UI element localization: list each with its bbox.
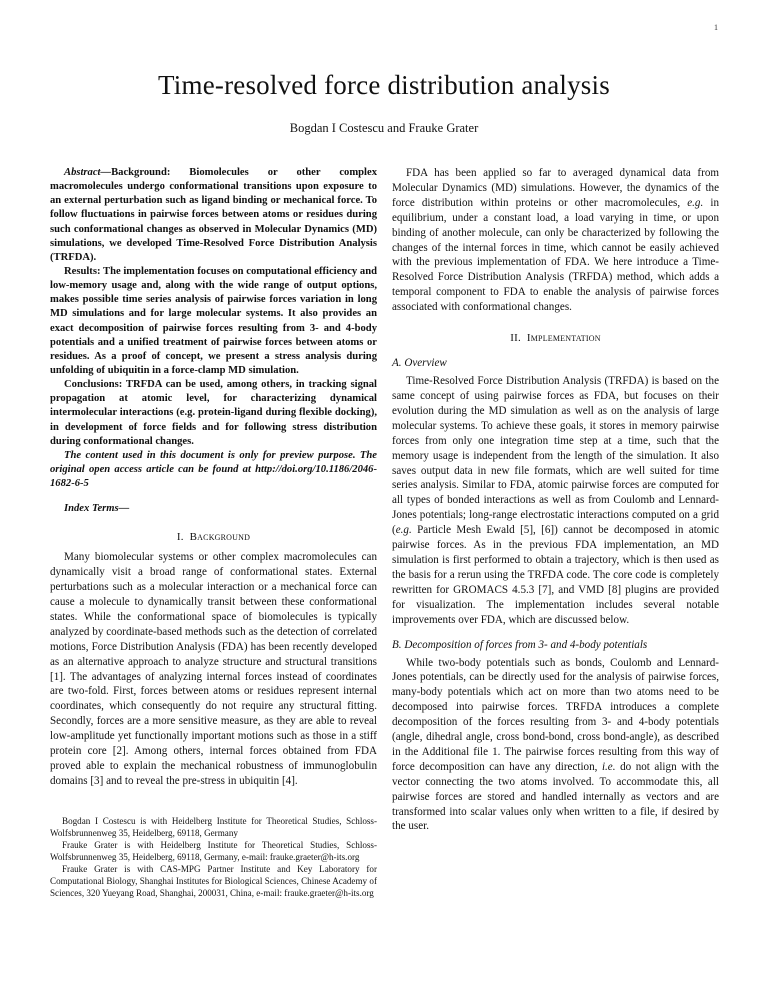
abstract-preview-note: The content used in this document is only for preview purpose. The original open access article can be found at http://doi.org/10.1186/2046-1682-6-5 (50, 449, 377, 490)
right-column (392, 166, 719, 834)
background-paragraph-2 (392, 166, 719, 315)
abstract-label: Abstract— (64, 167, 112, 179)
abstract-background-text: Background: Biomolecules or other complex macromolecules undergo conformational transitions upon exposure to an external perturbation such as ligand binding or mechanical force. To follow fluctuations in pairwise forces between atoms or residues during such conformational changes as observed in Molecular Dynamics (MD) simulations, we developed Time-Resolved Force Distribution Analysis (TRFDA). (50, 167, 377, 263)
overview-emphasis: e.g. (395, 524, 412, 537)
decomposition-part2: do not align with the vector connecting the two atoms involved. To accommodate this, all pairwise forces are stored and handled internally as vectors and are transformed into scalar values only when written to a file, if desired by the user. (392, 760, 719, 833)
footnote-item: Frauke Grater is with CAS-MPG Partner Institute and Key Laboratory for Computational Biology, Shanghai Institutes for Biological Sciences, Chinese Academy of Sciences, 320 Yueyang Road, Shanghai, 200031, China, e-mail: frauke.graeter@h-its.org (50, 864, 377, 899)
abstract-background (50, 166, 377, 265)
section-heading-implementation (392, 332, 719, 344)
left-column (50, 166, 377, 899)
section-title-implementation: Implementation (526, 332, 601, 345)
background-p2-part1: FDA has been applied so far to averaged dynamical data from Molecular Dynamics (MD) simulations. However, the dynamics of the force distribution within proteins or other macromolecules, (392, 167, 719, 209)
abstract-conclusions: Conclusions: TRFDA can be used, among others, in tracking signal propagation at atomic level, for characterizing dynamical intermolecular interactions (e.g. protein-ligand during flexible docking), in development of force fields and for following stress distribution during conformational changes. (50, 379, 377, 447)
background-p2-emphasis: e.g. (687, 196, 704, 209)
background-p2-part2: in equilibrium, under a constant load, a load varying in time, or upon binding of another molecule, can only be characterized by following the changes of the internal forces in time, which cannot be easily achieved with the previous implementation of FDA. We here introduce a Time-Resolved Force Distribution Analysis (TRFDA) method, which adds a temporal component to FDA to enable the analysis of pairwise forces associated with conformational changes. (392, 196, 719, 314)
author-list: Bogdan I Costescu and Frauke Grater (289, 121, 479, 136)
overview-paragraph (392, 374, 719, 627)
abstract-block (50, 166, 377, 491)
abstract-results: Results: The implementation focuses on computational efficiency and low-memory usage and, along with the wide range of output options, makes possible time series analysis of pairwise forces variation in long MD simulations and for large molecular systems. It also provides an exact decomposition of pairwise forces resulting from 3- and 4-body potentials and a unified treatment of pairwise forces between atoms or residues. As a proof of concept, we present a stress analysis during unfolding of ubiquitin in a force-clamp MD simulation. (50, 266, 377, 377)
page-title: Time-resolved force distribution analysis (158, 70, 610, 100)
footnote-item: Frauke Grater is with Heidelberg Institute for Theoretical Studies, Schloss-Wolfsbrunnenweg 35, Heidelberg, 69118, Germany, e-mail: frauke.graeter@h-its.org (50, 839, 377, 863)
section-heading-background (50, 531, 377, 543)
overview-part2: Particle Mesh Ewald [5], [6]) cannot be decomposed in atomic pairwise forces. As in the previous FDA implementation, an MD simulation is first performed to obtain a trajectory, which is then used as the basis for a rerun using the TRFDA code. The core code is completely rewritten for GROMACS 4.5.3 [7], and VMD [8] plugins are provided for visualization. The implementation includes several notable improvements over FDA, which are discussed below. (392, 524, 719, 626)
index-terms: Index Terms— (64, 503, 130, 515)
decomposition-paragraph (392, 656, 719, 835)
section-number-implementation: II. (510, 332, 521, 345)
section-title-background: Background (189, 531, 251, 544)
two-column-body (50, 166, 718, 899)
decomposition-emphasis: i.e. (601, 760, 616, 773)
footnote-block (50, 813, 377, 900)
background-paragraph-1: Many biomolecular systems or other complex macromolecules can dynamically visit a broad range of conformational states. External perturbations such as a molecular interaction or a mechanical force can cause a molecule to dynamically transit between these conformational states. While the conformational space of biomolecules is typically analyzed by coordinate-based methods such as the detection of correlated motions, Force Distribution Analysis (FDA) has been recently developed as an alternative approach to analyze structure and structural transitions [1]. The advantages of analyzing internal forces instead of coordinates are two-fold. First, forces between atoms or residues represent internal coordinates, which consequently do not require any structural fitting. Secondly, forces are a more sensitive measure, as they are able to reveal low-amplitude yet functionally important motions such as those in a stiff protein core [2]. Among others, internal forces obtained from FDA proved able to explain the mechanical robustness of immunoglobulin domains [3] and to reveal the pre-stress in ubiquitin [4]. (50, 551, 377, 787)
subsection-heading-overview: A. Overview (392, 357, 447, 370)
overview-part1: Time-Resolved Force Distribution Analysis (TRFDA) is based on the same concept of using pairwise forces as FDA, but focuses on their evolution during the MD simulation as well as on the analysis of large molecular systems. To achieve these goals, it stores in memory pairwise forces from only one integration time step at a time, such that the memory usage is independent from the length of the simulation. It also saves output data in new file formats, which are well suited for time series analysis. Similar to FDA, atomic pairwise forces are computed for all types of bonded interactions as well as from Coulomb and Lennard-Jones potentials; long-range electrostatic interactions computed on a grid ( (392, 375, 719, 537)
decomposition-part1: While two-body potentials such as bonds, Coulomb and Lennard-Jones potentials, can be directly used for the analysis of pairwise forces, many-body potentials which act on more than two atoms need to be decomposed into pairwise forces. TRFDA introduces a complete decomposition of the forces resulting from 3- and 4-body potentials (angle, dihedral angle, cross bond-bond, cross bond-angle), as described in the Additional file 1. The pairwise forces resulting from this way of force decomposition can have any direction, (392, 656, 719, 773)
page-number: 1 (714, 23, 718, 32)
section-number-background: I. (176, 531, 184, 544)
subsection-heading-decomposition: B. Decomposition of forces from 3- and 4-body potentials (392, 638, 648, 651)
footnote-item: Bogdan I Costescu is with Heidelberg Institute for Theoretical Studies, Schloss-Wolfsbrunnenweg 35, Heidelberg, 69118, Germany (50, 815, 377, 838)
